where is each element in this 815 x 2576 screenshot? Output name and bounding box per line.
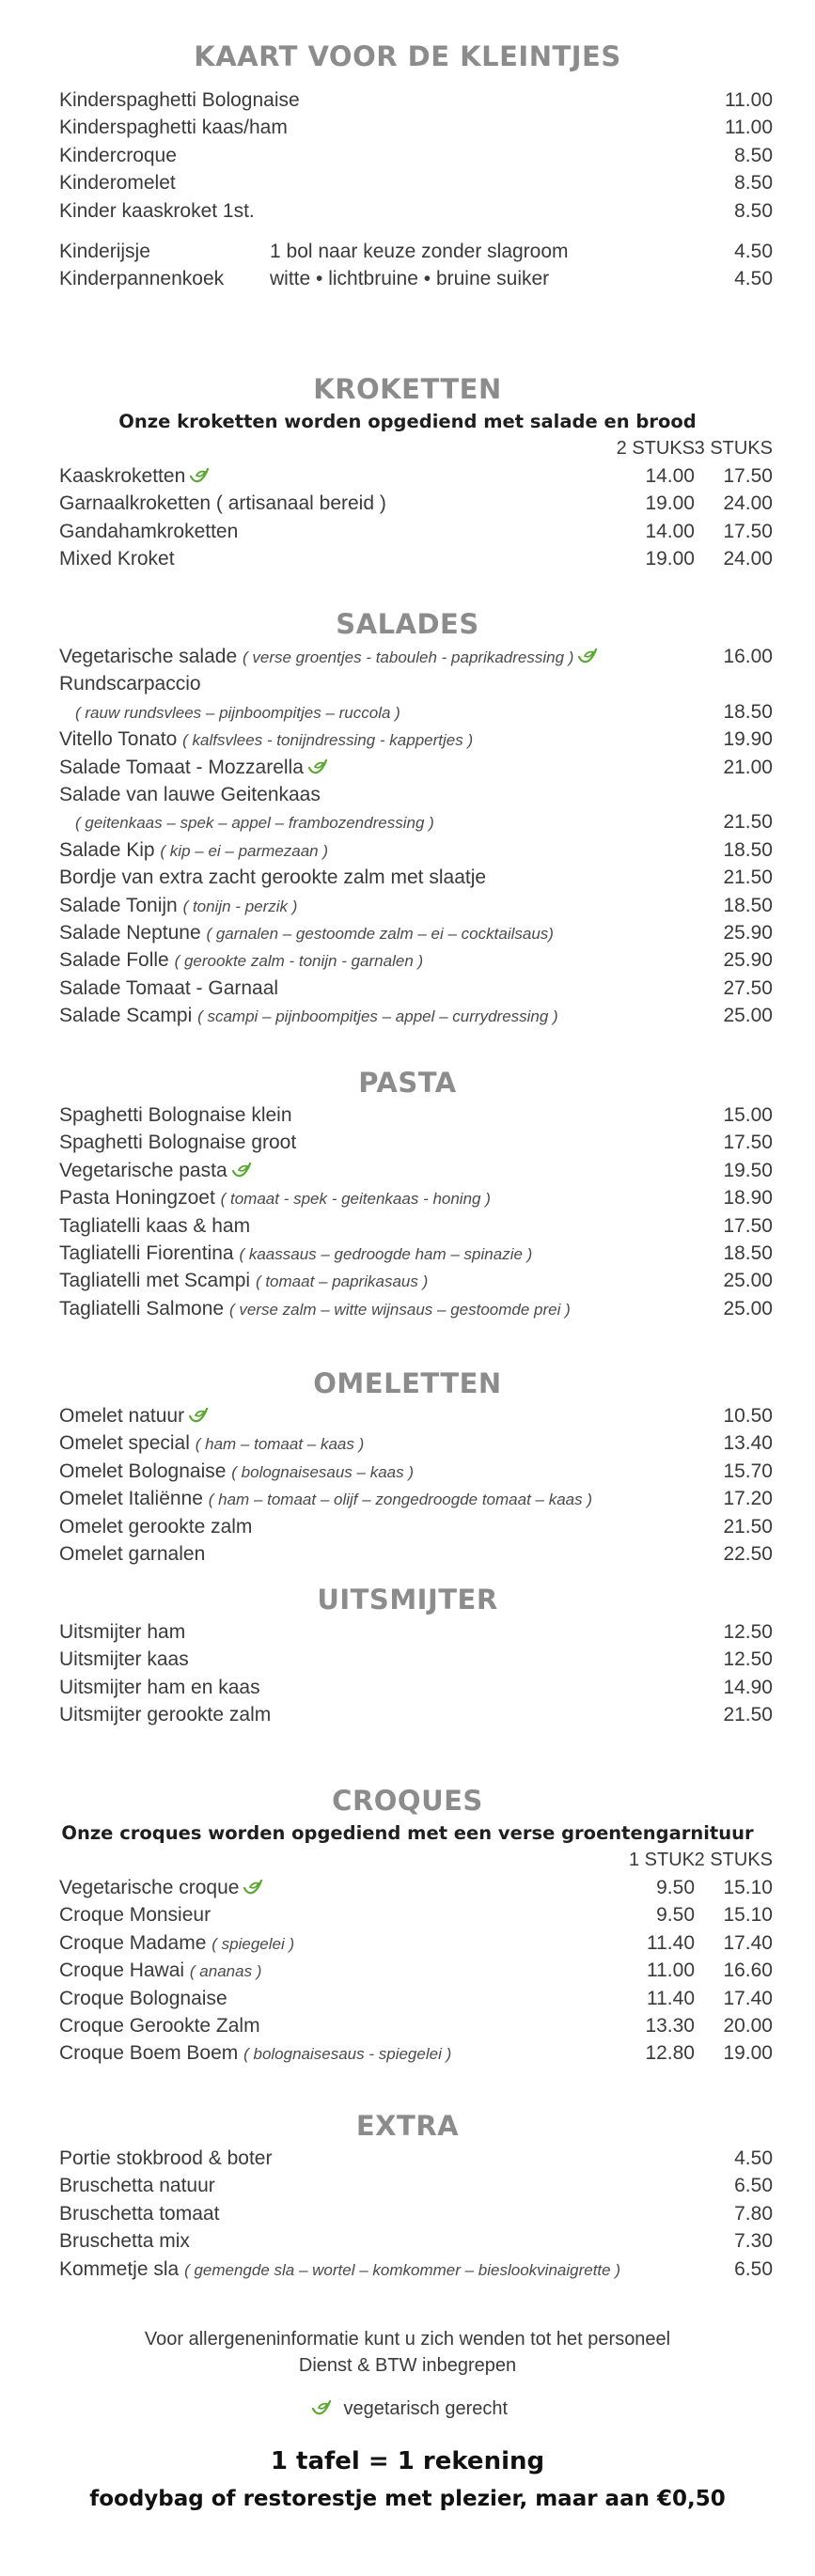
- item-description: ( kaassaus – gedroogde ham – spinazie ): [239, 1244, 533, 1263]
- item-name: [59, 1985, 227, 2012]
- kroketten-section: [0, 370, 815, 573]
- item-name: [59, 1701, 271, 1728]
- menu-item-gandahamkroketten: [0, 518, 815, 545]
- item-name: [59, 545, 175, 572]
- menu-item-portie-stokbrood-boter: [0, 2145, 815, 2172]
- item-name: [59, 2227, 190, 2255]
- item-price: 19.90: [723, 728, 773, 751]
- item-name: [59, 265, 224, 292]
- item-price: 17.50: [723, 1132, 773, 1154]
- item-price: 18.50: [723, 838, 773, 861]
- item-price: 11.00: [725, 89, 773, 111]
- item-price-col2: 20.00: [723, 2014, 773, 2037]
- item-price: 18.90: [723, 1187, 773, 1210]
- menu-item-pasta-honingzoet: [0, 1184, 815, 1211]
- item-price: 15.70: [723, 1460, 773, 1482]
- item-name: [59, 1429, 364, 1458]
- uitsmijter-title: UITSMIJTER: [317, 1584, 498, 1616]
- rule-foodybag: foodybag of restorestje met plezier, maar aan €0,50: [89, 2487, 726, 2511]
- item-name: [59, 1184, 491, 1212]
- croques-col1: 1 STUK: [628, 1850, 695, 1870]
- item-title: Omelet garnalen: [59, 1542, 206, 1565]
- item-name: [59, 1295, 571, 1323]
- item-price: 6.50: [734, 2257, 773, 2280]
- item-name: [59, 946, 423, 975]
- menu-item-uitsmijter-ham: [0, 1618, 815, 1646]
- menu-item-geitenkaas-spek-appel-frambozendressing: [0, 808, 815, 835]
- item-description: ( tonijn - perzik ): [182, 897, 298, 915]
- item-title: Croque Bolognaise: [59, 1987, 227, 2009]
- kroketten-title: KROKETTEN: [313, 373, 502, 405]
- item-title: Croque Gerookte Zalm: [59, 2014, 260, 2037]
- menu-item-bordje-van-extra-zacht-gerookte-zalm-met-slaatje: [0, 864, 815, 891]
- item-price: 4.50: [734, 268, 773, 290]
- item-description: 1 bol naar keuze zonder slagroom: [270, 240, 569, 262]
- croques-section: [0, 1782, 815, 2068]
- item-price: 21.50: [723, 1515, 773, 1538]
- item-name: [59, 1212, 250, 1240]
- item-title: Salade Tonijn: [59, 894, 178, 916]
- menu-item-salade-folle: [0, 946, 815, 974]
- menu-item-uitsmijter-gerookte-zalm: [0, 1701, 815, 1728]
- item-price-col1: 14.00: [645, 520, 695, 542]
- menu-item-salade-tonijn: [0, 892, 815, 919]
- item-description: ( gemengde sla – wortel – komkommer – bieslookvinaigrette ): [184, 2260, 620, 2279]
- item-title: Kinder kaaskroket 1st.: [59, 199, 255, 222]
- item-title: Tagliatelli Fiorentina: [59, 1241, 234, 1264]
- item-name: [59, 1929, 294, 1958]
- item-price: 8.50: [734, 199, 773, 222]
- item-price-col1: 11.00: [647, 1959, 695, 1982]
- item-price-col2: 15.10: [723, 1877, 773, 1898]
- item-title: Spaghetti Bolognaise klein: [59, 1104, 292, 1126]
- item-title: Uitsmijter kaas: [59, 1648, 189, 1671]
- item-title: Portie stokbrood & boter: [59, 2147, 273, 2169]
- item-description: ( ananas ): [189, 1962, 262, 1981]
- item-price-col2: 17.40: [723, 1931, 773, 1954]
- menu-item-spaghetti-bolognaise-groot: [0, 1129, 815, 1156]
- menu-item-kommetje-sla: [0, 2256, 815, 2283]
- salades-title: SALADES: [336, 608, 479, 640]
- item-price: 21.50: [723, 866, 773, 889]
- item-title: Kinderijsje: [59, 240, 150, 262]
- menu-item-uitsmijter-kaas: [0, 1646, 815, 1673]
- item-name: [59, 1957, 261, 1985]
- vegetarian-icon: [189, 1408, 208, 1423]
- omeletten-section: [0, 1365, 815, 1568]
- item-name: [59, 726, 473, 754]
- item-price-col1: 9.50: [656, 1877, 695, 1898]
- menu-item-salade-van-lauwe-geitenkaas: [0, 781, 815, 808]
- item-price-col2: 19.00: [723, 2042, 773, 2065]
- menu-item-omelet-gerookte-zalm: [0, 1513, 815, 1540]
- menu-item-kindercroque: [0, 142, 815, 169]
- extra-title: EXTRA: [355, 2110, 460, 2142]
- item-title: Vitello Tonato: [59, 728, 178, 751]
- veg-legend: [0, 2398, 815, 2420]
- item-title: Bruschetta tomaat: [59, 2202, 220, 2225]
- item-name: [59, 892, 297, 920]
- item-title: Kommetje sla: [59, 2257, 180, 2280]
- item-price: 4.50: [734, 2147, 773, 2169]
- item-name: [59, 1646, 189, 1673]
- item-description: ( tomaat – paprikasaus ): [255, 1272, 429, 1291]
- item-name: [59, 1540, 205, 1568]
- item-title: Kinderspaghetti Bolognaise: [59, 89, 300, 111]
- menu-item-kinderspaghetti-kaas-ham: [0, 114, 815, 141]
- item-description: ( kalfsvlees - tonijndressing - kappertjes ): [182, 731, 474, 750]
- item-name: [59, 2039, 451, 2068]
- item-name: [59, 114, 288, 141]
- item-title: Salade Folle: [59, 949, 169, 972]
- item-name: [59, 169, 176, 196]
- item-name: [75, 808, 434, 836]
- menu-item-kinderijsje: [0, 238, 815, 265]
- menu-item-kaaskroketten: [0, 462, 815, 490]
- item-price: 12.50: [723, 1648, 773, 1671]
- item-price: 17.50: [723, 1214, 773, 1237]
- item-name: [59, 643, 597, 671]
- item-title: Tagliatelli met Scampi: [59, 1270, 251, 1292]
- item-description: ( ham – tomaat – kaas ): [195, 1435, 365, 1454]
- menu-item-salade-tomaat-mozzarella: [0, 754, 815, 781]
- item-title: Salade Scampi: [59, 1005, 193, 1027]
- menu-item-salade-kip: [0, 836, 815, 864]
- item-description: ( geitenkaas – spek – appel – frambozendressing ): [75, 814, 434, 833]
- item-price: 22.50: [723, 1542, 773, 1565]
- item-price-col1: 13.30: [645, 2014, 695, 2037]
- item-price: 8.50: [734, 172, 773, 195]
- menu-item-kinderpannenkoek: [0, 265, 815, 292]
- item-price: 7.30: [734, 2230, 773, 2253]
- menu-item-croque-gerookte-zalm: [0, 2012, 815, 2039]
- item-title: Kaaskroketten: [59, 465, 186, 487]
- item-price: 19.50: [723, 1159, 773, 1181]
- item-title: Croque Monsieur: [59, 1904, 212, 1927]
- item-description: ( bolognaisesaus – kaas ): [231, 1462, 415, 1481]
- kroketten-column-header: [0, 436, 815, 462]
- item-name: [59, 836, 328, 865]
- item-price-col2: 16.60: [723, 1959, 773, 1982]
- item-title: Mixed Kroket: [59, 548, 175, 570]
- item-name: [59, 2145, 272, 2172]
- menu-item-kinderomelet: [0, 169, 815, 196]
- item-title: Salade Kip: [59, 838, 155, 861]
- item-title: Omelet Italiënne: [59, 1488, 203, 1510]
- item-name: [59, 1267, 428, 1295]
- item-price: 25.00: [723, 1297, 773, 1319]
- item-title: Vegetarische pasta: [59, 1159, 227, 1181]
- item-price: 8.50: [734, 144, 773, 166]
- extra-section: [0, 2107, 815, 2283]
- item-title: Salade van lauwe Geitenkaas: [59, 783, 321, 805]
- vegetarian-icon: [578, 648, 597, 664]
- veg-legend-label: vegetarisch gerecht: [343, 2398, 509, 2419]
- item-name: [59, 1485, 592, 1513]
- item-title: Bordje van extra zacht gerookte zalm met slaatje: [59, 866, 487, 889]
- menu-item-tagliatelli-fiorentina: [0, 1240, 815, 1267]
- item-name: [59, 1513, 252, 1540]
- item-price-col2: 15.10: [723, 1904, 773, 1927]
- item-name: [59, 754, 327, 781]
- menu-item-kinder-kaaskroket-1st: [0, 197, 815, 225]
- item-price-col1: 12.80: [645, 2042, 695, 2065]
- item-name: [59, 518, 238, 545]
- item-price: 11.00: [725, 117, 773, 139]
- item-name: [59, 462, 209, 490]
- menu-item-vegetarische-pasta: [0, 1157, 815, 1184]
- item-title: Salade Tomaat - Garnaal: [59, 976, 279, 999]
- vegetarian-icon: [243, 1880, 262, 1895]
- menu-item-rauw-rundsvlees-pijnboompitjes-ruccola: [0, 698, 815, 726]
- menu-item-croque-boem-boem: [0, 2039, 815, 2067]
- item-name: [59, 490, 386, 517]
- item-price: 25.00: [723, 1270, 773, 1292]
- item-price-col1: 19.00: [645, 548, 695, 570]
- menu-item-garnaalkroketten-artisanaal-bereid: [0, 490, 815, 517]
- item-price: 12.50: [723, 1621, 773, 1643]
- menu-item-omelet-special: [0, 1429, 815, 1457]
- item-description: ( rauw rundsvlees – pijnboompitjes – ruccola ): [75, 703, 400, 722]
- croques-col2: 2 STUKS: [694, 1850, 773, 1870]
- item-name: [59, 781, 321, 808]
- kids-section: [0, 38, 815, 293]
- menu-item-uitsmijter-ham-en-kaas: [0, 1674, 815, 1701]
- menu-item-vegetarische-croque: [0, 1874, 815, 1901]
- item-price: 25.90: [723, 949, 773, 972]
- menu-item-croque-madame: [0, 1929, 815, 1957]
- item-title: Rundscarpaccio: [59, 673, 201, 695]
- menu-item-omelet-natuur: [0, 1402, 815, 1429]
- item-name: [59, 919, 554, 947]
- item-description: ( ham – tomaat – olijf – zongedroogde tomaat – kaas ): [208, 1491, 592, 1509]
- item-name: [59, 975, 278, 1002]
- menu-item-salade-scampi: [0, 1002, 815, 1029]
- croques-column-header: [0, 1848, 815, 1874]
- menu-item-vitello-tonato: [0, 726, 815, 753]
- item-title: Kinderomelet: [59, 172, 176, 195]
- menu-item-spaghetti-bolognaise-klein: [0, 1101, 815, 1129]
- item-description: ( kip – ei – parmezaan ): [160, 841, 329, 860]
- menu-item-salade-neptune: [0, 919, 815, 946]
- item-price: 15.00: [723, 1104, 773, 1126]
- item-title: Vegetarische salade: [59, 646, 238, 667]
- item-title: Vegetarische croque: [59, 1877, 240, 1898]
- item-name: [59, 1002, 558, 1030]
- item-price: 18.50: [723, 1241, 773, 1264]
- item-title: Pasta Honingzoet: [59, 1187, 215, 1210]
- item-price-col2: 17.40: [723, 1987, 773, 2009]
- menu-item-bruschetta-tomaat: [0, 2200, 815, 2227]
- rule-one-table: 1 tafel = 1 rekening: [270, 2447, 545, 2475]
- kroketten-subtitle: Onze kroketten worden opgediend met salade en brood: [118, 411, 697, 432]
- vegetarian-icon: [190, 468, 209, 483]
- item-price-col1: 19.00: [645, 492, 695, 515]
- item-title: Spaghetti Bolognaise groot: [59, 1132, 297, 1154]
- item-price: 16.00: [723, 646, 773, 667]
- item-name: [59, 1101, 292, 1129]
- item-title: Uitsmijter ham en kaas: [59, 1676, 260, 1698]
- item-price-col1: 14.00: [645, 465, 695, 487]
- item-title: Uitsmijter gerookte zalm: [59, 1704, 272, 1726]
- item-name: [59, 2172, 215, 2199]
- item-name: [59, 142, 177, 169]
- item-title: Uitsmijter ham: [59, 1621, 186, 1643]
- item-name: [59, 1674, 260, 1701]
- menu-item-omelet-italienne: [0, 1485, 815, 1512]
- item-price: 21.00: [723, 756, 773, 778]
- item-name: [59, 2200, 219, 2227]
- vegetarian-icon: [308, 759, 327, 774]
- menu-item-croque-hawai: [0, 1957, 815, 1984]
- item-price-col2: 17.50: [723, 520, 773, 542]
- item-title: Omelet natuur: [59, 1405, 185, 1427]
- item-name: [59, 1402, 208, 1429]
- item-price: 18.50: [723, 700, 773, 723]
- kids-title: KAART VOOR DE KLEINTJES: [194, 40, 621, 72]
- vegetarian-icon: [232, 1163, 251, 1178]
- croques-title: CROQUES: [332, 1785, 483, 1817]
- item-price: 6.50: [734, 2175, 773, 2197]
- item-price: 21.50: [723, 1704, 773, 1726]
- omeletten-title: OMELETTEN: [313, 1367, 502, 1399]
- item-description: ( garnalen – gestoomde zalm – ei – cocktailsaus): [206, 924, 554, 943]
- menu-item-croque-bolognaise: [0, 1985, 815, 2012]
- item-price: 7.80: [734, 2202, 773, 2225]
- kroketten-col1: 2 STUKS: [616, 438, 695, 459]
- item-price-col1: 9.50: [656, 1904, 695, 1927]
- item-name: [59, 2256, 620, 2284]
- item-description: ( tomaat - spek - geitenkaas - honing ): [220, 1190, 491, 1209]
- item-price: 4.50: [734, 240, 773, 262]
- item-title: Bruschetta mix: [59, 2230, 190, 2253]
- item-price: 21.50: [723, 811, 773, 834]
- item-price: 17.20: [723, 1488, 773, 1510]
- item-name: [75, 698, 400, 726]
- item-title: Tagliatelli Salmone: [59, 1297, 225, 1319]
- allergen-note: Voor allergeneninformatie kunt u zich wenden tot het personeel: [144, 2329, 671, 2350]
- item-name: [59, 2012, 260, 2039]
- item-price-col2: 24.00: [723, 492, 773, 515]
- service-note: Dienst & BTW inbegrepen: [298, 2355, 517, 2376]
- item-description: witte • lichtbruine • bruine suiker: [270, 268, 550, 290]
- menu-item-vegetarische-salade: [0, 643, 815, 670]
- item-description: ( scampi – pijnboompitjes – appel – currydressing ): [197, 1007, 558, 1026]
- item-title: Kinderspaghetti kaas/ham: [59, 117, 288, 139]
- menu-item-rundscarpaccio: [0, 670, 815, 697]
- item-name: [59, 197, 255, 225]
- uitsmijter-section: [0, 1581, 815, 1729]
- item-title: Omelet special: [59, 1432, 190, 1455]
- menu-item-tagliatelli-kaas-ham: [0, 1212, 815, 1240]
- item-name: [59, 86, 300, 114]
- item-description: ( verse zalm – witte wijnsaus – gestoomde prei ): [228, 1300, 571, 1319]
- item-description: ( gerookte zalm - tonijn - garnalen ): [174, 952, 424, 971]
- menu-item-bruschetta-natuur: [0, 2172, 815, 2199]
- menu-item-bruschetta-mix: [0, 2227, 815, 2255]
- menu-item-omelet-garnalen: [0, 1540, 815, 1568]
- item-price-col2: 24.00: [723, 548, 773, 570]
- item-price-col1: 11.40: [647, 1987, 695, 2009]
- menu-item-tagliatelli-salmone: [0, 1295, 815, 1322]
- item-title: Croque Madame: [59, 1931, 207, 1954]
- item-title: Salade Tomaat - Mozzarella: [59, 756, 304, 778]
- item-name: [59, 1458, 414, 1486]
- item-price-col2: 17.50: [723, 465, 773, 487]
- item-title: Croque Hawai: [59, 1959, 185, 1982]
- item-title: Kinderpannenkoek: [59, 268, 225, 290]
- pasta-title: PASTA: [358, 1067, 457, 1099]
- item-title: Gandahamkroketten: [59, 520, 239, 542]
- vegetarian-icon: [312, 2400, 331, 2415]
- item-price: 10.50: [723, 1405, 773, 1427]
- item-name: [59, 1129, 296, 1156]
- kroketten-col2: 3 STUKS: [694, 438, 773, 459]
- item-price-col1: 11.40: [647, 1931, 695, 1954]
- item-title: Croque Boem Boem: [59, 2042, 239, 2065]
- item-name: [59, 670, 201, 697]
- item-price: 25.00: [723, 1005, 773, 1027]
- item-name: [59, 1618, 185, 1646]
- item-name: [59, 1874, 262, 1901]
- item-title: Omelet gerookte zalm: [59, 1515, 253, 1538]
- item-price: 14.90: [723, 1676, 773, 1698]
- item-title: Salade Neptune: [59, 921, 201, 944]
- menu-item-salade-tomaat-garnaal: [0, 975, 815, 1002]
- menu-item-kinderspaghetti-bolognaise: [0, 86, 815, 114]
- item-title: Omelet Bolognaise: [59, 1460, 227, 1482]
- item-name: [59, 1240, 532, 1268]
- item-title: Kindercroque: [59, 144, 177, 166]
- menu-item-croque-monsieur: [0, 1901, 815, 1928]
- item-title: Tagliatelli kaas & ham: [59, 1214, 251, 1237]
- item-price: 27.50: [723, 976, 773, 999]
- item-description: ( spiegelei ): [212, 1934, 295, 1953]
- menu-item-mixed-kroket: [0, 545, 815, 572]
- menu-item-tagliatelli-met-scampi: [0, 1267, 815, 1294]
- item-price: 18.50: [723, 894, 773, 916]
- item-name: [59, 238, 150, 265]
- item-title: Garnaalkroketten ( artisanaal bereid ): [59, 492, 386, 515]
- item-name: [59, 1901, 211, 1928]
- item-title: Bruschetta natuur: [59, 2175, 215, 2197]
- pasta-section: [0, 1064, 815, 1322]
- salades-section: [0, 605, 815, 1029]
- item-price: 25.90: [723, 921, 773, 944]
- item-description: ( bolognaisesaus - spiegelei ): [243, 2045, 452, 2064]
- croques-subtitle: Onze croques worden opgediend met een verse groentengarnituur: [61, 1822, 754, 1844]
- item-description: ( verse groentjes - tabouleh - paprikadressing ): [242, 648, 574, 666]
- item-name: [59, 1157, 251, 1184]
- item-name: [59, 864, 486, 891]
- menu-item-omelet-bolognaise: [0, 1458, 815, 1485]
- item-price: 13.40: [723, 1432, 773, 1455]
